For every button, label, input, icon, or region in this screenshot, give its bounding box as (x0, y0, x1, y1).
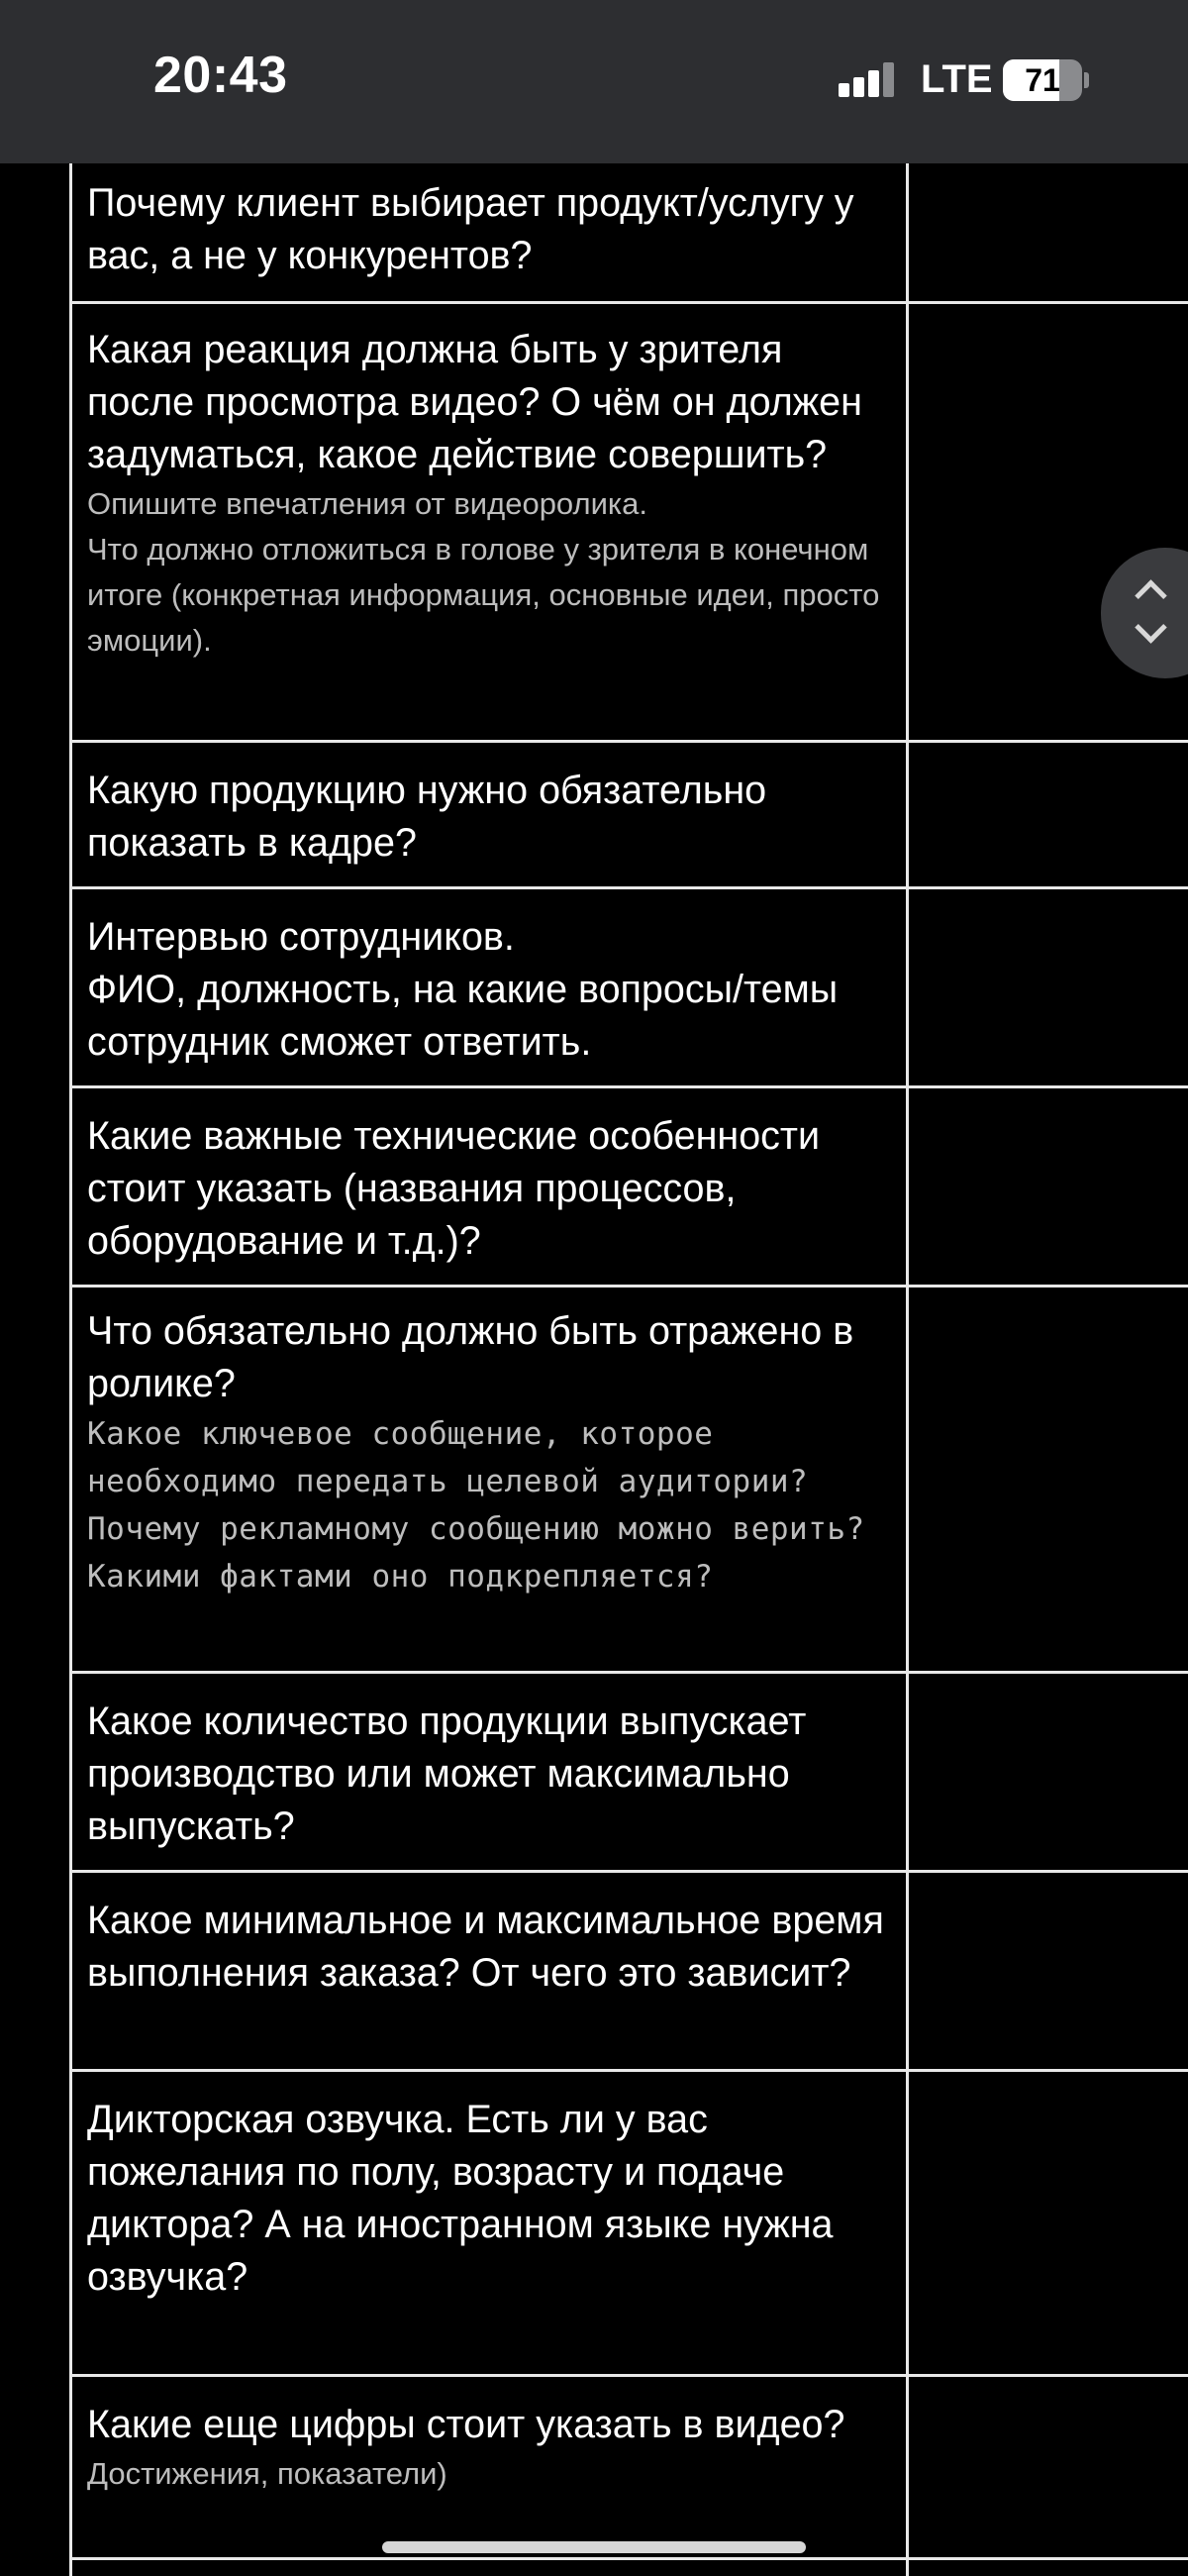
question-text: Почему клиент выбирает продукт/услугу у вас, а не у конкурентов? (87, 181, 854, 277)
question-cell (87, 1895, 899, 2000)
question-cell (87, 1696, 899, 1853)
question-text: Что обязательно должно быть отражено в ролике? (87, 1309, 854, 1405)
question-cell (87, 2399, 899, 2497)
question-cell (87, 1305, 899, 1600)
status-bar (0, 0, 1188, 163)
question-hint: Достижения, показатели) (87, 2456, 447, 2491)
hint-line: Что должно отложиться в голове у зрителя в конечном итоге (конкретная информация, основные идеи, просто эмоции). (87, 532, 880, 658)
answer-cell[interactable] (909, 1674, 1188, 1870)
question-text: Дикторская озвучка. Есть ли у вас пожелания по полу, возрасту и подаче диктора? А на иностранном языке нужна озвучка? (87, 2098, 834, 2299)
battery-tip (1084, 72, 1089, 88)
table-row (69, 1088, 1188, 1288)
answer-cell[interactable] (909, 1088, 1188, 1285)
answer-cell[interactable] (909, 889, 1188, 1085)
table-row (69, 1288, 1188, 1674)
question-text (87, 911, 899, 1069)
question-text: Какую продукцию нужно обязательно показать в кадре? (87, 769, 767, 865)
network-type: LTE (921, 57, 993, 101)
answer-cell[interactable] (909, 163, 1188, 301)
questionnaire-table (69, 163, 1188, 2576)
table-row (69, 889, 1188, 1088)
question-line: ФИО, должность, на какие вопросы/темы сотрудник сможет ответить. (87, 968, 839, 1064)
question-cell (87, 1110, 899, 1268)
table-row (69, 2072, 1188, 2377)
answer-cell[interactable] (909, 743, 1188, 886)
question-line: Интервью сотрудников. (87, 915, 515, 959)
battery-icon (1003, 59, 1082, 101)
cellular-signal-icon (839, 61, 896, 97)
question-cell (87, 765, 899, 870)
hint-line: Опишите впечатления от видеоролика. (87, 486, 647, 521)
table-row (69, 163, 1188, 304)
table-row (69, 1873, 1188, 2072)
battery-level: 71 (1025, 62, 1060, 98)
table-row (69, 304, 1188, 743)
table-row (69, 1674, 1188, 1873)
question-text: Какие важные технические особенности стоит указать (названия процессов, оборудование и т.д.)? (87, 1114, 821, 1263)
question-cell (87, 2094, 899, 2304)
home-indicator[interactable] (382, 2541, 806, 2553)
question-text: Какое количество продукции выпускает производство или может максимально выпускать? (87, 1700, 807, 1848)
question-hint: Какое ключевое сообщение, которое необходимо передать целевой аудитории? Почему рекламному сообщению можно верить? Какими фактами оно подкрепляется? (87, 1416, 865, 1595)
question-text: Какое минимальное и максимальное время выполнения заказа? От чего это зависит? (87, 1899, 884, 1995)
question-text: Какие еще цифры стоит указать в видео? (87, 2403, 845, 2446)
table-row (69, 743, 1188, 889)
answer-cell[interactable] (909, 2072, 1188, 2374)
answer-cell[interactable] (909, 1288, 1188, 1671)
table-row (69, 2377, 1188, 2560)
answer-cell[interactable] (909, 2377, 1188, 2557)
question-hint (87, 481, 899, 664)
question-cell (87, 911, 899, 1069)
question-text: Какая реакция должна быть у зрителя после просмотра видео? О чём он должен задуматься, какое действие совершить? (87, 328, 862, 476)
question-cell (87, 177, 899, 282)
status-time: 20:43 (153, 47, 288, 104)
question-cell (87, 324, 899, 664)
answer-cell[interactable] (909, 1873, 1188, 2069)
